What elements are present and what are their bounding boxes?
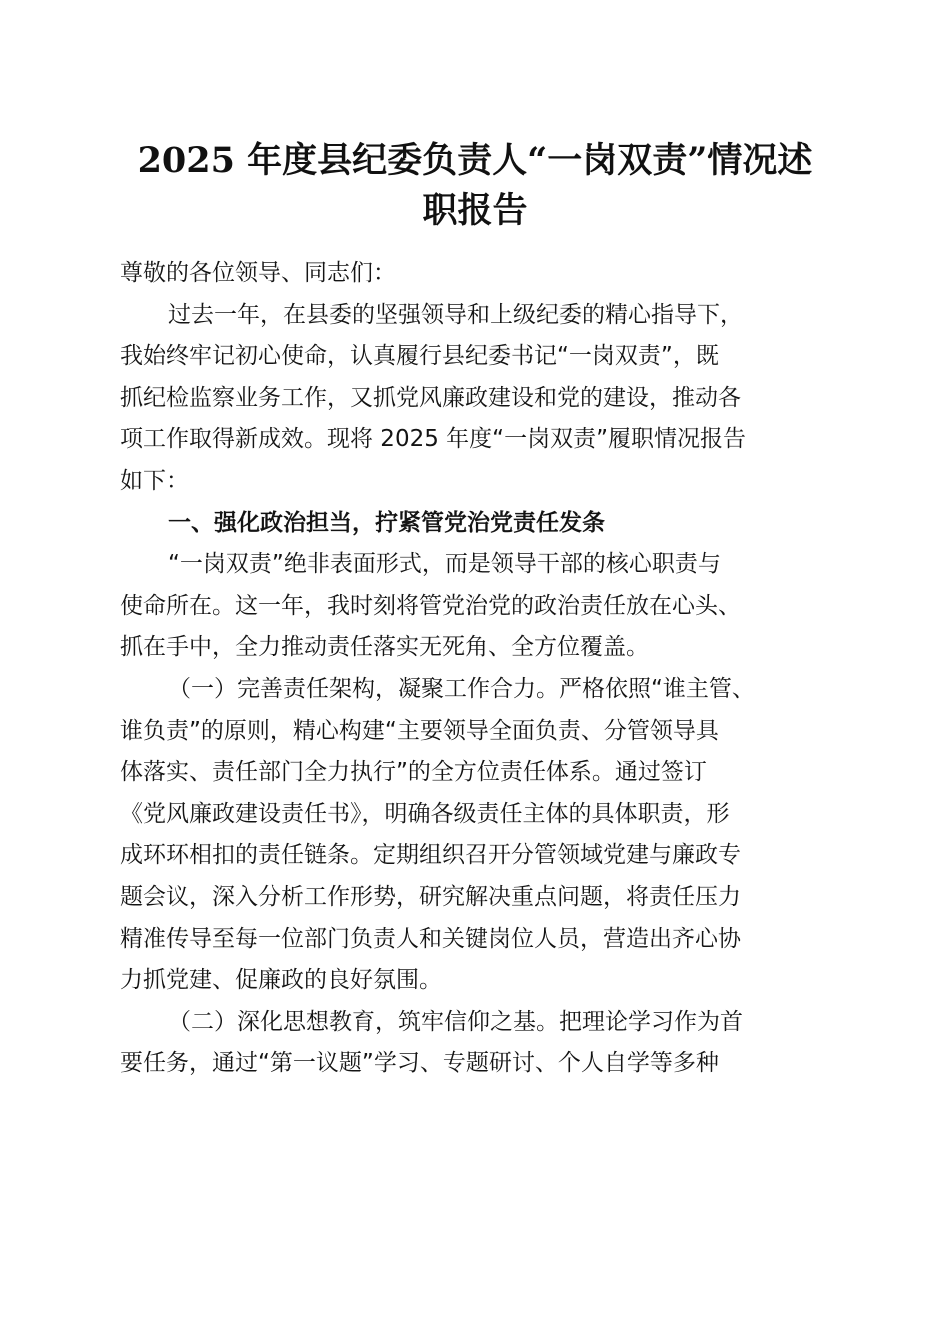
title-line-1: 2025 年度县纪委负责人“一岗双责”情况述 [137,140,813,181]
subsection-1-line: 精准传导至每一位部门负责人和关键岗位人员，营造出齐心协 [120,925,741,952]
salutation-text: 尊敬的各位领导、同志们： [120,260,396,286]
document-title [100,136,850,236]
subsection-1-line: 力抓党建、促廉政的良好氛围。 [120,967,442,994]
section-1-paragraph [120,544,830,669]
section-heading-text: 一、强化政治担当，拧紧管党治党责任发条 [168,509,605,536]
subsection-1-line: 体落实、责任部门全力执行”的全方位责任体系。通过签订 [120,759,707,786]
subsection-2-line: （二）深化思想教育，筑牢信仰之基。把理论学习作为首 [168,1008,743,1035]
title-line-2: 职报告 [422,190,528,231]
section-1-line: “一岗双责”绝非表面形式，而是领导干部的核心职责与 [168,551,721,578]
intro-paragraph [120,295,830,503]
document-body [120,253,830,1085]
subsection-1-line: 谁负责”的原则，精心构建“主要领导全面负责、分管领导具 [120,717,719,744]
intro-line: 我始终牢记初心使命，认真履行县纪委书记“一岗双责”，既 [120,343,719,370]
section-1-heading [120,503,830,545]
section-1-line: 抓在手中，全力推动责任落实无死角、全方位覆盖。 [120,634,649,661]
subsection-1-line: （一）完善责任架构，凝聚工作合力。严格依照“谁主管、 [168,675,755,702]
subsection-1-line: 题会议，深入分析工作形势，研究解决重点问题，将责任压力 [120,883,741,910]
salutation [120,253,830,295]
section-1-line: 使命所在。这一年，我时刻将管党治党的政治责任放在心头、 [120,592,741,619]
subsection-2-line: 要任务，通过“第一议题”学习、专题研讨、个人自学等多种 [120,1050,719,1077]
intro-line: 如下： [120,467,189,494]
subsection-2-paragraph [120,1002,830,1085]
intro-line: 抓纪检监察业务工作，又抓党风廉政建设和党的建设，推动各 [120,384,741,411]
intro-line: 项工作取得新成效。现将 2025 年度“一岗双责”履职情况报告 [120,426,746,453]
subsection-1-line: 成环环相扣的责任链条。定期组织召开分管领域党建与廉政专 [120,842,741,869]
subsection-1-paragraph [120,669,830,1002]
subsection-1-line: 《党风廉政建设责任书》，明确各级责任主体的具体职责，形 [120,800,730,827]
intro-line: 过去一年，在县委的坚强领导和上级纪委的精心指导下， [168,301,743,328]
